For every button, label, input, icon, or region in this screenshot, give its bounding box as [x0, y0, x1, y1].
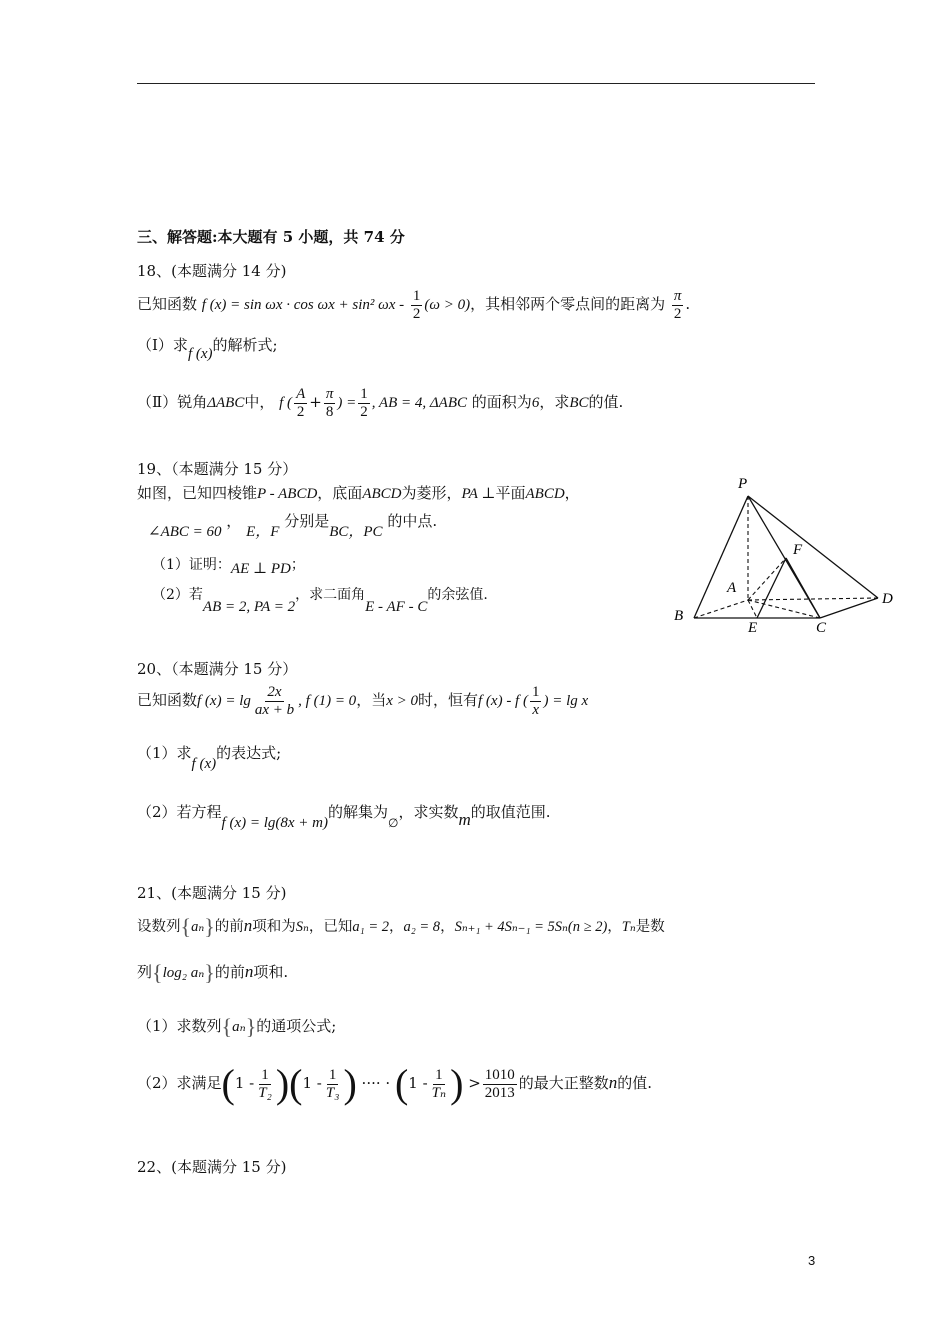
q21-line1: 设数列{aₙ}的前n项和为Sₙ，已知a₁ = 2，a₂ = 8，Sₙ₊₁ + 4Sₙ₋₁ = 5Sₙ(n ≥ 2)，Tₙ是数	[137, 914, 665, 939]
q20-statement: 已知函数f (x) = lg $\frac{2x}{ax + b}$ , f (1) = 0，当x > 0时，恒有f (x) - f ( $\frac{1}{x}$ ) = lg x	[137, 684, 589, 718]
q21-header: 21、(本题满分 15 分)	[137, 884, 287, 902]
page-number: 3	[808, 1253, 816, 1268]
label-D: D	[882, 591, 893, 607]
q18-header: 18、(本题满分 14 分)	[137, 262, 287, 280]
q19-part1: （1）证明：AE ⊥ PD；	[152, 557, 305, 577]
header-rule	[137, 83, 815, 84]
pyramid-figure	[660, 470, 910, 640]
section-title: 三、解答题:本大题有 5 小题，共 74 分	[137, 228, 405, 246]
q19-part2: （2）若AB = 2, PA = 2，求二面角E - AF - C的余弦值.	[152, 587, 488, 615]
q20-header: 20、（本题满分 15 分）	[137, 660, 298, 678]
q22-header: 22、(本题满分 15 分)	[137, 1158, 287, 1176]
q21-line2: 列{log₂ aₙ}的前n项和.	[137, 960, 289, 985]
label-P: P	[738, 476, 748, 492]
q19-header: 19、（本题满分 15 分）	[137, 460, 298, 478]
q19-line1: 如图，已知四棱锥P - ABCD，底面ABCD为菱形，PA ⊥平面ABCD，	[137, 484, 580, 502]
label-E: E	[748, 620, 758, 636]
q21-part2: （2）求满足(1 - $\frac{1}{\text{T₂}}$ )(1 - $\frac{1}{\text{T₃}}$ ) ···· · (1 - $\frac{1}{\text{Tₙ}}$ ) > $\frac{1010}{2013}$ 的最大正整数n的值.	[137, 1061, 653, 1106]
label-A: A	[727, 580, 737, 596]
label-B: B	[674, 608, 684, 624]
q19-line2: ∠ABC = 60 ， E，F 分别是BC，PC 的中点.	[148, 512, 438, 540]
q18-statement: 已知函数 f (x) = sin ωx · cos ωx + sin² ωx - $\frac{1}{2}$ (ω > 0)，其相邻两个零点间的距离为 $\frac{\pi}{2}$ .	[137, 288, 691, 322]
q18-part1: （Ⅰ）求f (x)的解析式;	[137, 336, 278, 362]
label-F: F	[793, 542, 803, 558]
q20-part2: （2）若方程f (x) = lg(8x + m)的解集为$_\emptyset$，求实数m的取值范围.	[137, 803, 551, 831]
q18-part2: （Ⅱ）锐角ΔABC中， f ( $\frac{A}{2}$ + $\frac{\pi}{8}$ ) = $\frac{1}{2}$ , AB = 4, ΔABC 的面积为6，求BC的值.	[137, 386, 624, 420]
label-C: C	[816, 620, 827, 636]
q20-part1: （1）求f (x)的表达式;	[137, 744, 282, 772]
q21-part1: （1）求数列{aₙ}的通项公式;	[137, 1014, 337, 1039]
